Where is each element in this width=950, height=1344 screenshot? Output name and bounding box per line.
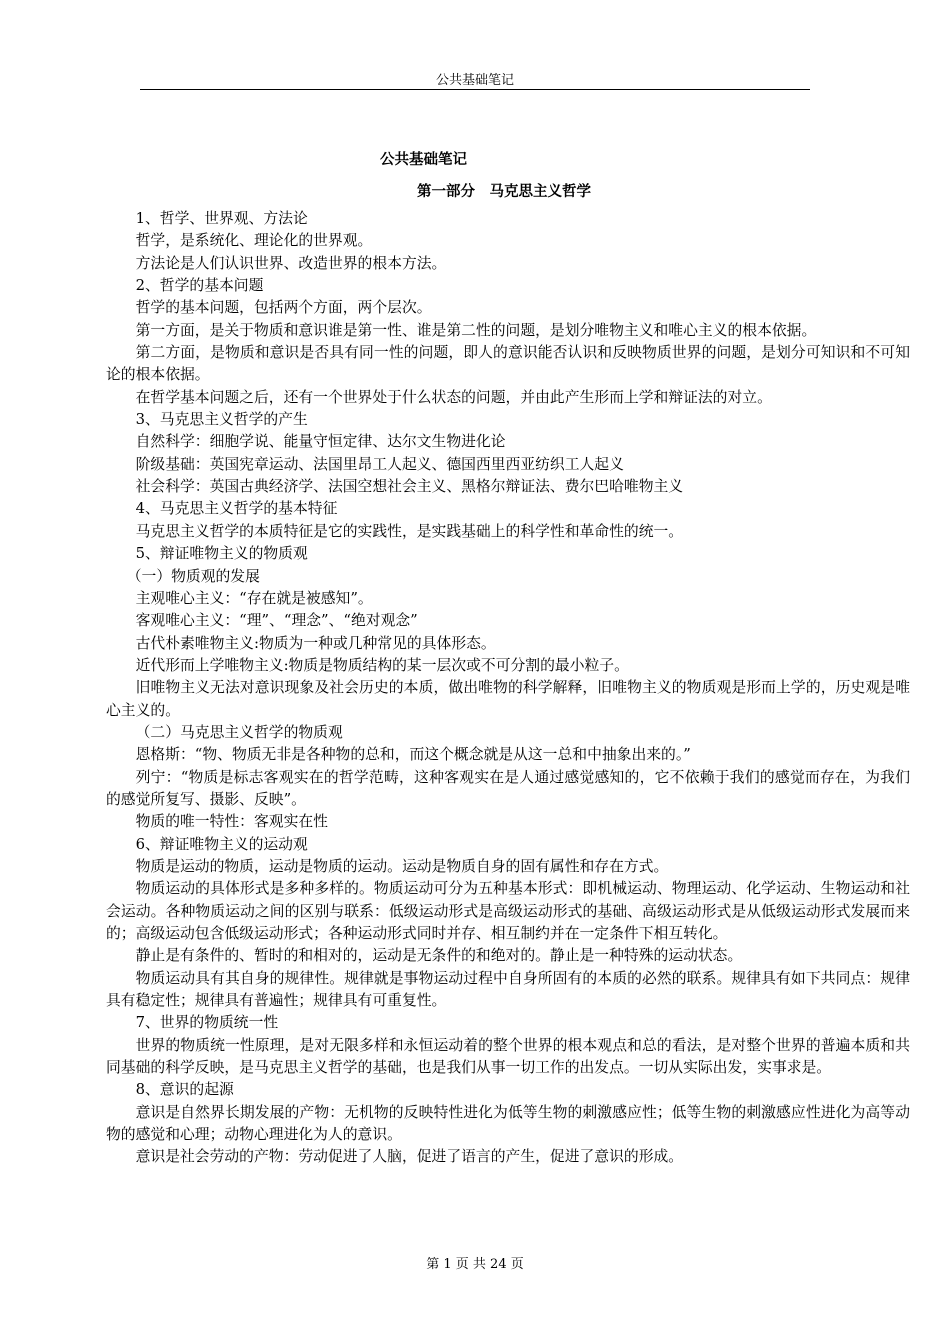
paragraph: 第一方面，是关于物质和意识谁是第一性、谁是第二性的问题，是划分唯物主义和唯心主义的根本依据。 (135, 321, 817, 339)
paragraph: 在哲学基本问题之后，还有一个世界处于什么状态的问题，并由此产生形而上学和辩证法的对立。 (135, 388, 772, 406)
paragraph: 恩格斯：“物、物质无非是各种物的总和，而这个概念就是从这一总和中抽象出来的。” (135, 746, 691, 764)
section-heading: 2、哲学的基本问题 (135, 277, 264, 295)
section-heading: 1、哲学、世界观、方法论 (135, 210, 308, 227)
section-heading: 8、意识的起源 (135, 1081, 234, 1099)
paragraph: 物质运动的具体形式是多种多样的。物质运动可分为五种基本形式：即机械运动、物理运动、化学运动、生物运动和社会运动。各种物质运动之间的区别与联系：低级运动形式是高级运动形式的基础、高级运动形式是从低级运动形式发展而来的；高级运动包含低级运动形式；各种运动形式同时并存、相互制约并在一定条件下相互转化。 (106, 880, 910, 942)
paragraph: 哲学，是系统化、理论化的世界观。 (135, 232, 373, 250)
paragraph: 客观唯心主义：“理”、“理念”、“绝对观念” (135, 612, 418, 630)
page-footer: 第 1 页 共 24 页 (426, 1257, 524, 1272)
paragraph: 方法论是人们认识世界、改造世界的根本方法。 (135, 254, 447, 272)
paragraph: 物质运动具有其自身的规律性。规律就是事物运动过程中自身所固有的本质的必然的联系。规律具有如下共同点：规律具有稳定性；规律具有普遍性；规律具有可重复性。 (106, 969, 910, 1010)
paragraph: 自然科学：细胞学说、能量守恒定律、达尔文生物进化论 (135, 433, 506, 451)
subsection-heading: （一）物质观的发展 (126, 567, 260, 585)
paragraph: 哲学的基本问题，包括两个方面，两个层次。 (135, 299, 432, 317)
paragraph: 马克思主义哲学的本质特征是它的实践性，是实践基础上的科学性和革命性的统一。 (135, 522, 684, 540)
page-header: 公共基础笔记 (435, 73, 514, 88)
paragraph: 阶级基础：英国宪章运动、法国里昂工人起义、德国西里西亚纺织工人起义 (135, 455, 624, 473)
subsection-heading: （二）马克思主义哲学的物质观 (135, 723, 343, 741)
paragraph: 物质是运动的物质，运动是物质的运动。运动是物质自身的固有属性和存在方式。 (135, 857, 669, 875)
paragraph: 意识是社会劳动的产物：劳动促进了人脑，促进了语言的产生，促进了意识的形成。 (135, 1148, 684, 1166)
paragraph: 古代朴素唯物主义:物质为一种或几种常见的具体形态。 (135, 634, 496, 652)
header-rule (140, 89, 810, 90)
paragraph: 第二方面，是物质和意识是否具有同一性的问题，即人的意识能否认识和反映物质世界的问题，是划分可知识和不可知论的根本依据。 (106, 344, 910, 384)
part-title: 第一部分 马克思主义哲学 (417, 184, 591, 200)
paragraph: 社会科学：英国古典经济学、法国空想社会主义、黑格尔辩证法、费尔巴哈唯物主义 (135, 478, 684, 496)
section-heading: 3、马克思主义哲学的产生 (135, 411, 308, 429)
paragraph: 物质的唯一特性：客观实在性 (135, 813, 328, 831)
section-heading: 6、辩证唯物主义的运动观 (135, 835, 308, 853)
paragraph: 意识是自然界长期发展的产物：无机物的反映特性进化为低等生物的刺激感应性；低等生物的刺激感应性进化为高等动物的感觉和心理；动物心理进化为人的意识。 (106, 1103, 910, 1144)
section-heading: 5、辩证唯物主义的物质观 (135, 545, 308, 563)
paragraph: 旧唯物主义无法对意识现象及社会历史的本质，做出唯物的科学解释，旧唯物主义的物质观是形而上学的，历史观是唯心主义的。 (106, 679, 910, 719)
section-heading: 7、世界的物质统一性 (135, 1014, 279, 1032)
paragraph: 近代形而上学唯物主义:物质是物质结构的某一层次或不可分割的最小粒子。 (135, 656, 629, 674)
section-heading: 4、马克思主义哲学的基本特征 (135, 500, 338, 518)
document-title: 公共基础笔记 (380, 152, 467, 168)
paragraph: 列宁：“物质是标志客观实在的哲学范畴，这种客观实在是人通过感觉感知的，它不依赖于我们的感觉而存在，为我们的感觉所复写、摄影、反映”。 (106, 768, 910, 808)
paragraph: 静止是有条件的、暂时的和相对的，运动是无条件的和绝对的。静止是一种特殊的运动状态。 (135, 947, 743, 965)
document-body (106, 208, 910, 1169)
paragraph: 世界的物质统一性原理，是对无限多样和永恒运动着的整个世界的根本观点和总的看法，是对整个世界的普遍本质和共同基础的科学反映，是马克思主义哲学的基础，也是我们从事一切工作的出发点。一切从实际出发，实事求是。 (106, 1036, 910, 1077)
paragraph: 主观唯心主义：“存在就是被感知”。 (135, 589, 373, 607)
